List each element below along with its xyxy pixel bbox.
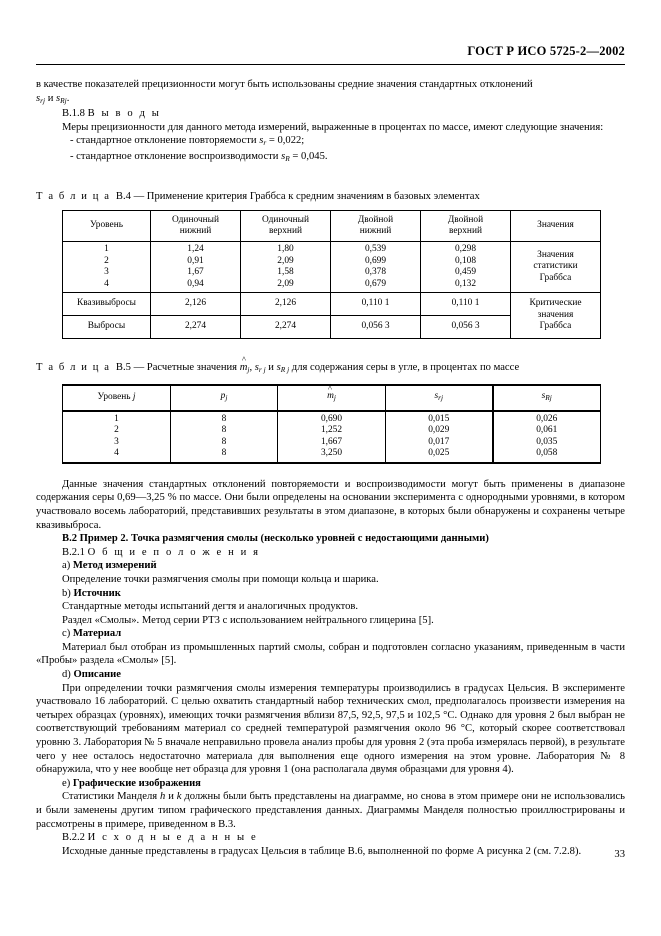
item-d-text: При определении точки размягчения смолы измерения температуры производились в градусах Цельсия. В эксперименте участвовало 16 лабораторий. С целью охватить стандартный набор технических смол, предполагалось произвести измерения на четырех образцах (уровнях), имеющих точки размягчения вблизи 87,5, 92,5, 97,5 и 102,5 °С. Однако для уровня 2 был выбран не соответствующий требованиям материал со средней температурой размягчения около 96 °С, который скорее соответствовал уровню 3. Лаборатория № 5 вначале неправильно провела анализ пробы для уровня 2 (эта проба измерялась первой), в результате чего у нее осталось недостаточно материала для выполнения еще одного измерения на этом уровне. Лаборатория № 8 обнаружила, что у нее вообще нет образца для уровня 1 (она располагала двумя образцами для уровня 4). — [36, 682, 625, 776]
symbol-sRj: s — [56, 92, 61, 104]
cell-values-grubbs-statistic: Значения статистики Граббса — [511, 242, 601, 293]
table-b5 — [62, 384, 601, 464]
cell-levels: 1 2 3 4 — [63, 242, 151, 293]
cell-single-lower: 1,24 0,91 1,67 0,94 — [151, 242, 241, 293]
table-row — [63, 242, 601, 293]
cell-b5-sR: 0,026 0,061 0,035 0,058 — [493, 411, 601, 463]
document-body — [36, 78, 625, 858]
th-values: Значения — [511, 211, 601, 242]
cell-double-lower: 0,539 0,699 0,378 0,679 — [331, 242, 421, 293]
item-b-text-1: Стандартные методы испытаний дегтя и аналогичных продуктов. — [62, 601, 359, 613]
cell-b5-sr: 0,015 0,029 0,017 0,025 — [386, 411, 493, 463]
cell-quasi-single-upper: 2,126 — [241, 293, 331, 316]
cell-quasi-double-upper: 0,110 1 — [421, 293, 511, 316]
page-header-standard-title: ГОСТ Р ИСО 5725-2—2002 — [467, 44, 625, 58]
th-m-hat-j: ^ $m_j$ — [278, 385, 386, 411]
item-e-heading: e) Графические изображения — [62, 777, 201, 789]
heading-b22: B.2.2 И с х о д н ы е д а н н ы е — [62, 832, 258, 844]
item-b-text-2: Раздел «Смолы». Метод серии РТ3 с использованием нейтрального глицерина [5]. — [62, 614, 434, 626]
th-p-j: $p_j$ — [171, 385, 278, 411]
table-b4-header-row — [63, 211, 601, 242]
cell-outlier-label: Выбросы — [63, 316, 151, 339]
cell-outlier-double-upper: 0,056 3 — [421, 316, 511, 339]
table-b4 — [62, 210, 601, 339]
b22-paragraph: Исходные данные представлены в градусах Цельсия в таблице B.6, выполненной по форме А рисунка 2 (см. 7.2.8). — [62, 845, 582, 857]
page-number: 33 — [614, 849, 625, 860]
b18-bullet-reproducibility: - стандартное отклонение воспроизводимости $s_R = 0,045$. — [70, 150, 328, 163]
th-s-Rj: $s_{Rj}$ — [493, 385, 601, 411]
item-a-text: Определение точки размягчения смолы при помощи кольца и шарика. — [62, 573, 379, 585]
item-c-text: Материал был отобран из промышленных партий смолы, собран и подготовлен согласно указаниям, приведенным в части «Пробы» раздела «Смолы» [5]. — [36, 641, 625, 667]
cell-quasi-double-lower: 0,110 1 — [331, 293, 421, 316]
header-rule — [36, 64, 625, 65]
table-b5-caption: Т а б л и ц а B.5 — Расчетные значения ^ $m_j$, $s_{r j}$ и $s_{R j}$ для содержания серы в угле, в процентах по массе — [36, 361, 625, 377]
symbol-srj: s — [36, 92, 41, 104]
th-double-upper: Двойной верхний — [421, 211, 511, 242]
cell-outlier-double-lower: 0,056 3 — [331, 316, 421, 339]
heading-b21: B.2.1 О б щ и е п о л о ж е н и я — [62, 546, 261, 558]
cell-b5-p: 8 8 8 8 — [171, 411, 278, 463]
cell-b5-m: 0,690 1,252 1,667 3,250 — [278, 411, 386, 463]
item-c-heading: c) Материал — [62, 628, 122, 640]
item-e-text: Статистики Манделя h и k должны были быть представлены на диаграмме, но снова в этом примере они не использовались и были заменены другим типом графического представления данных. Диаграммы Манделя полностью проиллюстрированы и рассмотрены в примере, приведенном в B.3. — [36, 791, 625, 830]
symbol-m-hat: ^ m — [240, 361, 248, 375]
cell-outlier-single-upper: 2,274 — [241, 316, 331, 339]
table-row — [63, 411, 601, 463]
item-d-heading: d) Описание — [62, 669, 121, 681]
th-level-j: Уровень j — [63, 385, 171, 411]
intro-symbols-line: $s_{rj}$ и $s_{Rj}$. — [36, 92, 70, 105]
cell-double-upper: 0,298 0,108 0,459 0,132 — [421, 242, 511, 293]
paragraph-after-b5: Данные значения стандартных отклонений повторяемости и воспроизводимости могут быть применены в диапазоне содержания серы 0,69—3,25 % по массе. Они были определены на основании эксперимента с однородными уровнями, в котором участвовало восемь лабораторий, представивших результаты в этом диапазоне, в которых были обнаружены и сохранены четыре квазивыброса. — [36, 478, 625, 531]
intro-paragraph: в качестве показателей прецизионности могут быть использованы средние значения стандартных отклонений — [36, 79, 533, 90]
heading-b2: B.2 Пример 2. Точка размягчения смолы (несколько уровней с недостающими данными) — [62, 533, 489, 545]
th-single-lower: Одиночный нижний — [151, 211, 241, 242]
cell-critical-grubbs-values: Критические значения Граббса — [511, 293, 601, 339]
cell-single-upper: 1,80 2,09 1,58 2,09 — [241, 242, 331, 293]
b18-bullet-repeatability: - стандартное отклонение повторяемости $s_r = 0,022$; — [70, 135, 305, 148]
cell-b5-levels: 1 2 3 4 — [63, 411, 171, 463]
heading-b18: B.1.8 В ы в о д ы — [62, 108, 161, 120]
table-b4-caption: Т а б л и ц а B.4 — Применение критерия Граббса к средним значениям в базовых элементах — [36, 190, 480, 202]
item-a-heading: a) Метод измерений — [62, 560, 157, 572]
b18-paragraph: Меры прецизионности для данного метода измерений, выраженные в процентах по массе, имеют следующие значения: — [62, 121, 604, 133]
cell-quasi-single-lower: 2,126 — [151, 293, 241, 316]
th-double-lower: Двойной нижний — [331, 211, 421, 242]
th-single-upper: Одиночный верхний — [241, 211, 331, 242]
th-s-rj: $s_{rj}$ — [386, 385, 493, 411]
cell-outlier-single-lower: 2,274 — [151, 316, 241, 339]
cell-quasi-label: Квазивыбросы — [63, 293, 151, 316]
table-b5-header-row — [63, 385, 601, 411]
table-row-quasi-outliers — [63, 293, 601, 316]
th-level: Уровень — [63, 211, 151, 242]
item-b-heading: b) Источник — [62, 587, 121, 599]
